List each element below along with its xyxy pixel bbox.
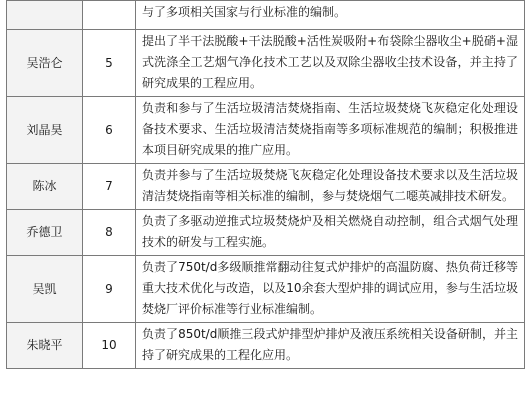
- table-row: [7, 323, 525, 369]
- contributor-description: 提出了半干法脱酸+干法脱酸+活性炭吸附+布袋除尘器收尘+脱硝+湿式洗涤全工艺烟气净化技术工艺以及双除尘器收尘技术设备，并主持了研究成果的工程应用。: [136, 30, 525, 97]
- table-row: [7, 30, 525, 97]
- contributor-description: 负责和参与了生活垃圾清洁焚烧指南、生活垃圾焚烧飞灰稳定化处理设备技术要求、生活垃圾清洁焚烧指南等多项标准规范的编制；积极推进本项目研究成果的推广应用。: [136, 97, 525, 164]
- contributor-rank: [83, 1, 136, 30]
- contributor-rank: 6: [83, 97, 136, 164]
- contributor-description: 与了多项相关国家与行业标准的编制。: [136, 1, 525, 30]
- contributor-description: 负责了850t/d顺推三段式炉排型炉排炉及液压系统相关设备研制，并主持了研究成果的工程化应用。: [136, 323, 525, 369]
- contributor-name: 朱晓平: [7, 323, 83, 369]
- table-row: [7, 210, 525, 256]
- contributor-name: 刘晶昊: [7, 97, 83, 164]
- table-row: [7, 97, 525, 164]
- contributor-name: [7, 1, 83, 30]
- contributor-rank: 5: [83, 30, 136, 97]
- contributor-rank: 9: [83, 256, 136, 323]
- contributor-rank: 10: [83, 323, 136, 369]
- contributor-rank: 7: [83, 164, 136, 210]
- contributor-description: 负责并参与了生活垃圾焚烧飞灰稳定化处理设备技术要求以及生活垃圾清洁焚烧指南等相关标准的编制，参与焚烧烟气二噁英减排技术研发。: [136, 164, 525, 210]
- contributor-name: 吴浩仑: [7, 30, 83, 97]
- contributor-name: 乔德卫: [7, 210, 83, 256]
- table-row: [7, 256, 525, 323]
- table-row: [7, 164, 525, 210]
- table-row: [7, 1, 525, 30]
- contributor-name: 吴凯: [7, 256, 83, 323]
- contributor-description: 负责了多驱动逆推式垃圾焚烧炉及相关燃烧自动控制，组合式烟气处理技术的研发与工程实施。: [136, 210, 525, 256]
- contributor-rank: 8: [83, 210, 136, 256]
- contributors-table: [6, 0, 525, 369]
- contributor-description: 负责了750t/d多级顺推常翻动往复式炉排炉的高温防腐、热负荷迁移等重大技术优化与改造，以及10余套大型炉排的调试应用，参与生活垃圾焚烧厂评价标准等行业标准编制。: [136, 256, 525, 323]
- contributor-name: 陈冰: [7, 164, 83, 210]
